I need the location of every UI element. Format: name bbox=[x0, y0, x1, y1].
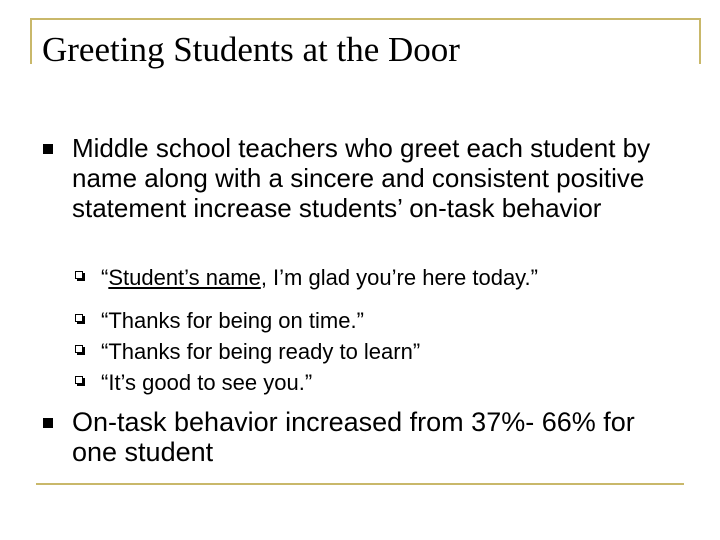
sub-bullet-text-rest: , I’m glad you’re here today.” bbox=[260, 265, 538, 290]
hollow-square-bullet-icon bbox=[75, 345, 83, 353]
student-name-placeholder: Student’s name bbox=[108, 265, 261, 290]
sub-bullet-text: “Thanks for being on time.” bbox=[101, 308, 364, 333]
hollow-square-bullet-icon bbox=[75, 376, 83, 384]
sub-bullet-text: “Thanks for being ready to learn” bbox=[101, 339, 421, 364]
bullet-text: On-task behavior increased from 37%- 66% for one student bbox=[72, 407, 635, 467]
title-frame-right-rule bbox=[699, 18, 701, 64]
sub-bullet-text: “It’s good to see you.” bbox=[101, 370, 313, 395]
title-frame-left-rule bbox=[30, 18, 32, 64]
title-frame-top-rule bbox=[30, 18, 701, 20]
hollow-square-bullet-icon bbox=[75, 271, 83, 279]
square-bullet-icon bbox=[43, 144, 53, 154]
bottom-rule bbox=[36, 483, 684, 485]
hollow-square-bullet-icon bbox=[75, 314, 83, 322]
slide-title: Greeting Students at the Door bbox=[42, 30, 460, 69]
bullet-text: Middle school teachers who greet each student by name along with a sincere and consistent positive statement increase students’ on-task behavior bbox=[72, 133, 651, 223]
sub-bullet-text bbox=[101, 263, 538, 292]
open-quote: “ bbox=[101, 265, 109, 290]
square-bullet-icon bbox=[43, 418, 53, 428]
